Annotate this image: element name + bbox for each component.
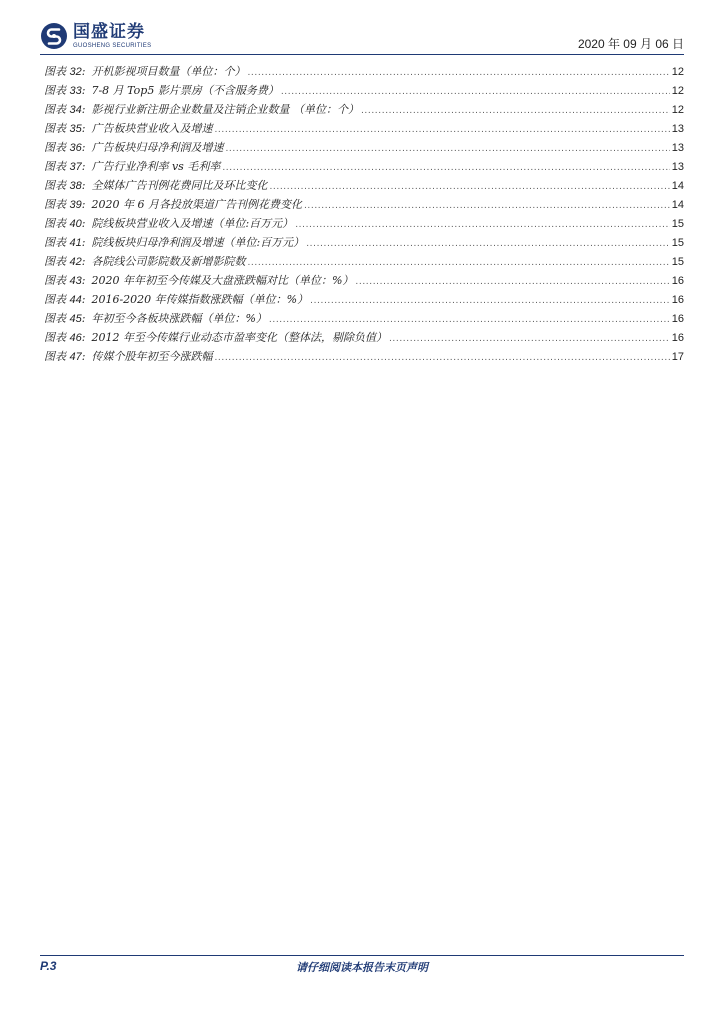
toc-entry-label: 图表 39:: [44, 198, 86, 211]
toc-entry-number: 33: [69, 85, 82, 97]
toc-entry-label: 图表 35:: [44, 122, 86, 135]
toc-entry-page: 12: [671, 85, 684, 97]
toc-entry-title: 广告板块归母净利润及增速: [91, 141, 224, 154]
toc-entry-title: 影视行业新注册企业数量及注销企业数量 （单位：个）: [91, 103, 359, 116]
toc-entry-number: 43: [69, 275, 82, 287]
toc-dot-leader: [355, 277, 669, 287]
toc-entry-label: 图表 32:: [44, 65, 86, 78]
toc-entry-title: 传媒个股年初至今涨跌幅: [91, 350, 213, 363]
toc-entry-prefix: 图表: [44, 350, 66, 363]
toc-entry-prefix: 图表: [44, 217, 66, 230]
toc-entry-prefix: 图表: [44, 65, 66, 78]
toc-entry-page: 16: [671, 275, 684, 287]
toc-entry-number: 44: [69, 294, 82, 306]
toc-entry-prefix: 图表: [44, 236, 66, 249]
toc-entry-title: 2012 年至今传媒行业动态市盈率变化（整体法，剔除负值）: [91, 331, 387, 344]
toc-entry[interactable]: [44, 196, 684, 215]
toc-entry-title: 全媒体广告刊例花费同比及环比变化: [91, 179, 268, 192]
toc-dot-leader: [247, 258, 669, 268]
toc-entry-label: 图表 38:: [44, 179, 86, 192]
toc-entry-page: 17: [671, 351, 684, 363]
toc-entry-title: 2020 年 6 月各投放渠道广告刊例花费变化: [91, 198, 302, 211]
header-divider: [40, 54, 684, 55]
footer-divider: [40, 955, 684, 956]
toc-entry[interactable]: [44, 272, 684, 291]
toc-entry[interactable]: [44, 291, 684, 310]
toc-entry-title: 广告板块营业收入及增速: [91, 122, 213, 135]
toc-dot-leader: [269, 182, 669, 192]
toc-entry-title: 院线板块营业收入及增速（单位:百万元）: [91, 217, 294, 230]
toc-entry-number: 46: [69, 332, 82, 344]
toc-dot-leader: [310, 296, 670, 306]
toc-entry[interactable]: [44, 158, 684, 177]
toc-entry-prefix: 图表: [44, 274, 66, 287]
toc-entry-prefix: 图表: [44, 160, 66, 173]
toc-entry[interactable]: [44, 139, 684, 158]
toc-dot-leader: [304, 201, 670, 211]
toc-entry-label: 图表 40:: [44, 217, 86, 230]
toc-entry-title: 开机影视项目数量（单位：个）: [91, 65, 246, 78]
toc-entry-prefix: 图表: [44, 103, 66, 116]
toc-entry-page: 16: [671, 332, 684, 344]
toc-entry-prefix: 图表: [44, 293, 66, 306]
toc-entry-prefix: 图表: [44, 312, 66, 325]
toc-dot-leader: [222, 163, 669, 173]
toc-entry-number: 40: [69, 218, 82, 230]
toc-entry-number: 42: [69, 256, 82, 268]
toc-dot-leader: [281, 87, 670, 97]
toc-dot-leader: [295, 220, 670, 230]
toc-entry[interactable]: [44, 177, 684, 196]
toc-entry[interactable]: [44, 348, 684, 367]
toc-entry-label: 图表 44:: [44, 293, 86, 306]
toc-entry-number: 35: [69, 123, 82, 135]
toc-dot-leader: [247, 68, 669, 78]
toc-entry-label: 图表 47:: [44, 350, 86, 363]
toc-entry-prefix: 图表: [44, 198, 66, 211]
toc-dot-leader: [269, 315, 670, 325]
report-date: 2020 年 09 月 06 日: [577, 37, 684, 51]
logo-chinese-name: 国盛证券: [73, 21, 145, 42]
toc-entry[interactable]: [44, 310, 684, 329]
toc-entry-page: 16: [671, 313, 684, 325]
toc-entry[interactable]: [44, 82, 684, 101]
toc-entry-number: 47: [69, 351, 82, 363]
toc-entry[interactable]: [44, 329, 684, 348]
toc-entry-page: 12: [671, 66, 684, 78]
toc-entry-number: 45: [69, 313, 82, 325]
toc-entry-page: 15: [671, 237, 684, 249]
toc-entry-label: 图表 45:: [44, 312, 86, 325]
toc-entry[interactable]: [44, 120, 684, 139]
logo-english-name: GUOSHENG SECURITIES: [73, 42, 152, 49]
toc-entry[interactable]: [44, 63, 684, 82]
toc-entry-title: 各院线公司影院数及新增影院数: [91, 255, 246, 268]
toc-entry-title: 院线板块归母净利润及增速（单位:百万元）: [91, 236, 305, 249]
toc-entry-label: 图表 41:: [44, 236, 86, 249]
toc-entry[interactable]: [44, 101, 684, 120]
toc-entry[interactable]: [44, 215, 684, 234]
toc-entry-prefix: 图表: [44, 255, 66, 268]
toc-dot-leader: [361, 106, 670, 116]
toc-entry-number: 39: [69, 199, 82, 211]
toc-entry-number: 34: [69, 104, 82, 116]
page-number: P.3: [40, 959, 57, 973]
toc-entry-prefix: 图表: [44, 84, 66, 97]
toc-entry-label: 图表 37:: [44, 160, 86, 173]
toc-entry-label: 图表 34:: [44, 103, 86, 116]
toc-entry-title: 7-8 月 Top5 影片票房（不含服务费）: [91, 84, 279, 97]
toc-entry-prefix: 图表: [44, 141, 66, 154]
toc-entry-label: 图表 46:: [44, 331, 86, 344]
toc-entry-label: 图表 43:: [44, 274, 86, 287]
toc-entry-title: 广告行业净利率 vs 毛利率: [91, 160, 221, 173]
toc-entry-number: 37: [69, 161, 82, 173]
table-of-figures: [44, 63, 684, 367]
toc-dot-leader: [225, 144, 669, 154]
toc-entry-prefix: 图表: [44, 122, 66, 135]
toc-entry-page: 12: [671, 104, 684, 116]
toc-entry-page: 14: [671, 180, 684, 192]
page-header: [40, 20, 684, 52]
toc-entry-prefix: 图表: [44, 331, 66, 344]
toc-entry-number: 41: [69, 237, 82, 249]
toc-entry-label: 图表 33:: [44, 84, 86, 97]
toc-entry-page: 15: [671, 256, 684, 268]
toc-entry-number: 38: [69, 180, 82, 192]
footer-disclaimer: 请仔细阅读本报告末页声明: [296, 961, 428, 974]
toc-entry-title: 2016-2020 年传媒指数涨跌幅（单位：%）: [91, 293, 309, 306]
toc-dot-leader: [214, 353, 669, 363]
toc-entry-page: 13: [671, 161, 684, 173]
toc-entry-label: 图表 36:: [44, 141, 86, 154]
toc-entry-title: 2020 年年初至今传媒及大盘涨跌幅对比（单位：%）: [91, 274, 354, 287]
toc-entry-page: 15: [671, 218, 684, 230]
toc-dot-leader: [214, 125, 669, 135]
toc-entry-prefix: 图表: [44, 179, 66, 192]
toc-entry-label: 图表 42:: [44, 255, 86, 268]
toc-entry-page: 13: [671, 142, 684, 154]
toc-entry-page: 16: [671, 294, 684, 306]
toc-entry-page: 14: [671, 199, 684, 211]
toc-entry[interactable]: [44, 253, 684, 272]
company-logo: [40, 20, 151, 52]
toc-entry-number: 36: [69, 142, 82, 154]
toc-dot-leader: [389, 334, 670, 344]
toc-entry-number: 32: [69, 66, 82, 78]
company-logo-icon: [40, 22, 68, 50]
toc-dot-leader: [306, 239, 670, 249]
toc-entry[interactable]: [44, 234, 684, 253]
toc-entry-title: 年初至今各板块涨跌幅（单位：%）: [91, 312, 267, 325]
toc-entry-page: 13: [671, 123, 684, 135]
